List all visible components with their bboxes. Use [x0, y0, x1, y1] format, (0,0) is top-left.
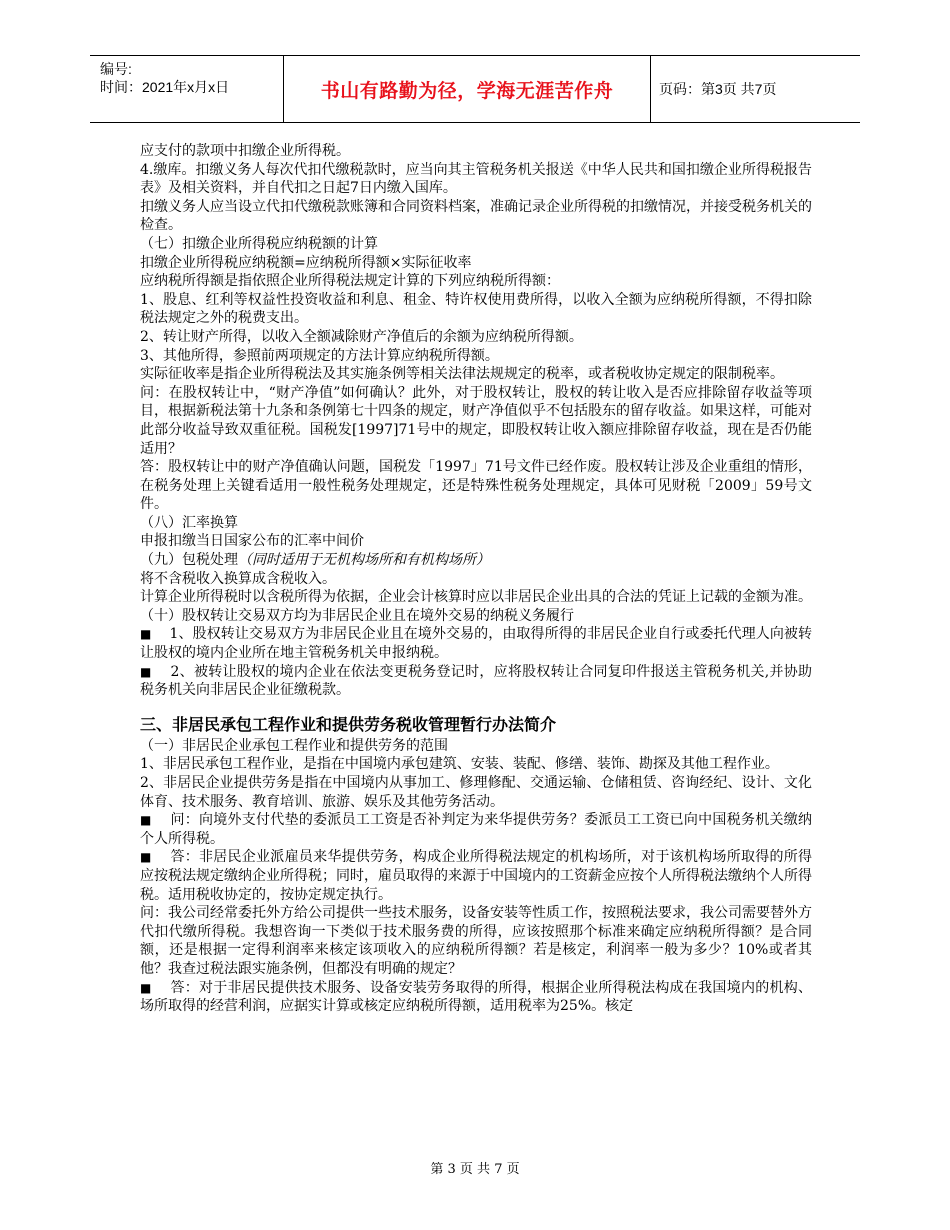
- document-body: [140, 142, 812, 1016]
- document-number-label: 编号:: [100, 61, 132, 77]
- bullet-square-icon: ■: [140, 813, 152, 828]
- paragraph: 应支付的款项中扣缴企业所得税。: [140, 143, 350, 159]
- header-meta: [90, 56, 283, 122]
- bullet-text: 问：向境外支付代垫的委派员工工资是否补判定为来华提供劳务？委派员工工资已向中国税务机关缴纳个人所得税。: [140, 812, 812, 847]
- subsection-heading: （八）汇率换算: [140, 514, 238, 531]
- bullet-text: 1、股权转让交易双方为非居民企业且在境外交易的，由取得所得的非居民企业自行或委托代理人向被转让股权的境内企业所在地主管税务机关申报纳税。: [140, 626, 812, 662]
- page-footer: 第 3 页 共 7 页: [430, 1162, 520, 1177]
- bullet-item: [140, 625, 812, 662]
- bullet-item: [140, 663, 812, 700]
- paragraph: 申报扣缴当日国家公布的汇率中间价: [140, 533, 364, 550]
- paragraph: 应纳税所得额是指依照企业所得税法规定计算的下列应纳税所得额：: [140, 273, 560, 290]
- bullet-text: 2、被转让股权的境内企业在依法变更税务登记时，应将股权转让合同复印件报送主管税务机关,并协助税务机关向非居民企业征缴税款。: [140, 663, 812, 699]
- document-date: 时间：2021年x月x日: [100, 79, 230, 95]
- bullet-text: 答：非居民企业派雇员来华提供劳务，构成企业所得税法规定的机构场所，对于该机构场所取得的所得应按税法规定缴纳企业所得税；同时，雇员取得的来源于中国境内的工资薪金应按个人所得税法缴纳个人所得税。适用税收协定的，按协定规定执行。: [140, 849, 812, 903]
- subsection-heading: （七）扣缴企业所得税应纳税额的计算: [140, 235, 378, 252]
- paragraph: 2、非居民企业提供劳务是指在中国境内从事加工、修理修配、交通运输、仓储租赁、咨询经纪、设计、文化体育、技术服务、教育培训、旅游、娱乐及其他劳务活动。: [140, 775, 812, 810]
- list-item: 3、其他所得，参照前两项规定的方法计算应纳税所得额。: [140, 347, 499, 364]
- question: 问：我公司经常委托外方给公司提供一些技术服务，设备安装等性质工作，按照税法要求，我公司需要替外方代扣代缴所得税。我想咨询一下类似于技术服务费的所得，应该按照那个标准来确定应纳税所得额？是合同额，还是根据一定得利润率来核定该项收入的应纳税所得额？若是核定，利润率一般为多少？10%或者其他？我查过税法跟实施条例，但都没有明确的规定？: [140, 905, 812, 977]
- bullet-square-icon: ■: [140, 980, 152, 995]
- subsection-heading: [140, 551, 812, 570]
- bullet-square-icon: ■: [140, 627, 152, 642]
- bullet-square-icon: ■: [140, 664, 152, 679]
- header-motto: 书山有路勤为径，学海无涯苦作舟: [283, 56, 651, 122]
- heading-note: （同时适用于无机构场所和有机构场所）: [238, 552, 490, 569]
- paragraph: 计算企业所得税时以含税所得为依据，企业会计核算时应以非居民企业出具的合法的凭证上记载的金额为准。: [140, 589, 812, 606]
- page-header: [90, 55, 860, 123]
- list-item: 2、转让财产所得，以收入全额减除财产净值后的余额为应纳税所得额。: [140, 328, 583, 345]
- question: 问：在股权转让中，“财产净值”如何确认？此外，对于股权转让，股权的转让收入是否应排除留存收益等项目，根据新税法第十九条和条例第七十四条的规定，财产净值似乎不包括股东的留存收益。如果这样，可能对此部分收益导致双重征税。国税发[1997]71号中的规定，即股权转让收入额应排除留存收益，现在是否仍能适用？: [140, 384, 812, 457]
- heading-text: （九）包税处理: [140, 552, 238, 569]
- subsection-heading: （一）非居民企业承包工程作业和提供劳务的范围: [140, 737, 448, 754]
- section-heading: 三、非居民承包工程作业和提供劳务税收管理暂行办法简介: [140, 714, 557, 734]
- bullet-item: [140, 979, 812, 1016]
- bullet-text: 答：对于非居民提供技术服务、设备安装劳务取得的所得，根据企业所得税法构成在我国境内的机构、场所取得的经营利润，应据实计算或核定应纳税所得额，适用税率为25%。核定: [140, 979, 812, 1015]
- paragraph: 实际征收率是指企业所得税法及其实施条例等相关法律法规规定的税率，或者税收协定规定的限制税率。: [140, 366, 784, 383]
- formula: 扣缴企业所得税应纳税额=应纳税所得额×实际征收率: [140, 254, 472, 271]
- paragraph: 扣缴义务人应当设立代扣代缴税款账簿和合同资料档案，准确记录企业所得税的扣缴情况，并接受税务机关的检查。: [140, 198, 812, 234]
- subsection-heading: （十）股权转让交易双方均为非居民企业且在境外交易的纳税义务履行: [140, 607, 574, 624]
- paragraph: 4.缴库。扣缴义务人每次代扣代缴税款时，应当向其主管税务机关报送《中华人民共和国扣缴企业所得税报告表》及相关资料，并自代扣之日起7日内缴入国库。: [140, 161, 812, 197]
- paragraph: 1、非居民承包工程作业，是指在中国境内承包建筑、安装、装配、修缮、装饰、勘探及其他工程作业。: [140, 756, 779, 773]
- answer: 答：股权转让中的财产净值确认问题，国税发「1997」71号文件已经作废。股权转让涉及企业重组的情形，在税务处理上关键看适用一般性税务处理规定，还是特殊性税务处理规定，具体可见财税「2009」59号文件。: [140, 459, 812, 513]
- bullet-square-icon: ■: [140, 850, 152, 865]
- header-page-info: 页码：第3页 共7页: [659, 81, 777, 97]
- paragraph: 将不含税收入换算成含税收入。: [140, 570, 336, 587]
- bullet-item: [140, 811, 812, 848]
- list-item: 1、股息、红利等权益性投资收益和利息、租金、特许权使用费所得，以收入全额为应纳税所得额，不得扣除税法规定之外的税费支出。: [140, 291, 812, 327]
- bullet-item: [140, 848, 812, 904]
